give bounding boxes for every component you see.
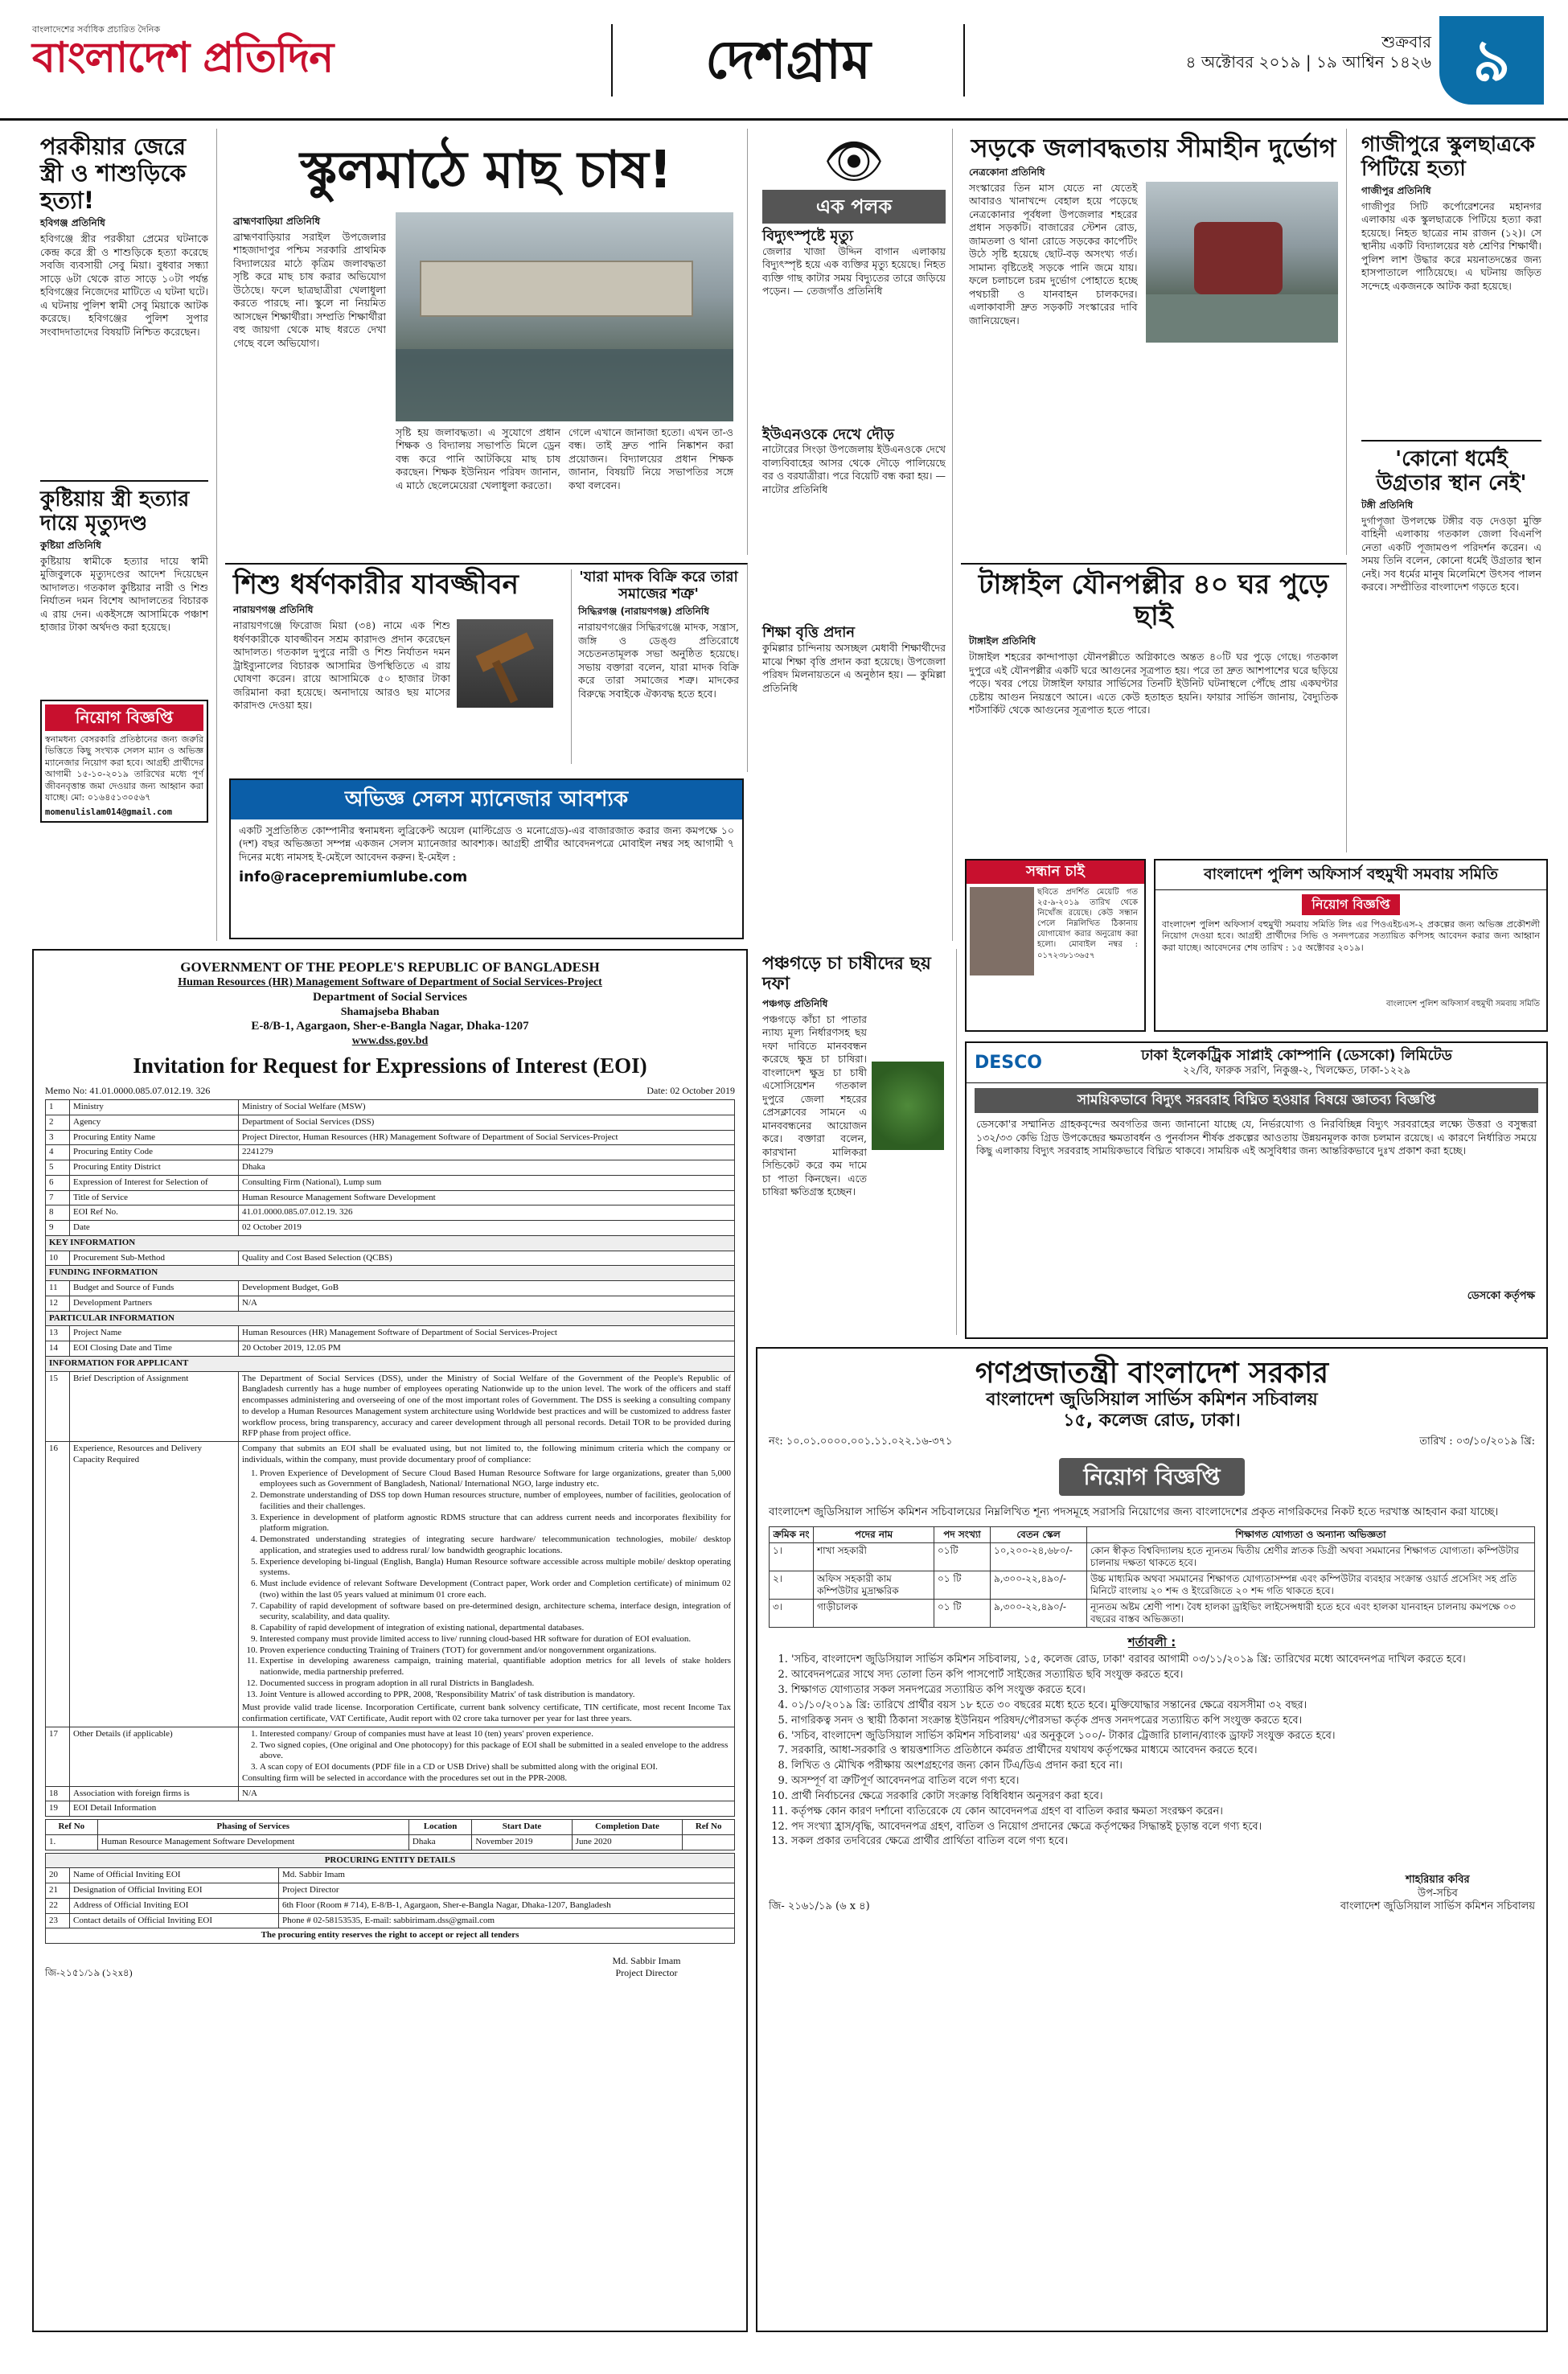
judicial-title: নিয়োগ বিজ্ঞপ্তি <box>1059 1458 1244 1496</box>
judicial-row-cell: ০১টি <box>934 1543 991 1571</box>
headline-gazipur[interactable]: গাজীপুরে স্কুলছাত্রকে পিটিয়ে হত্যা <box>1361 133 1535 181</box>
body-drugs: নারায়ণগঞ্জের সিদ্ধিরগঞ্জে মাদক, সন্ত্রাস, জঙ্গি ও ডেঙ্গু প্রতিরোধে সচেতনতামূলক সভা অনুষ্ঠিত হয়েছে। সভায় বক্তারা বলেন, যারা মাদক বিক্রি করে তারা সমাজের শত্রু। মাদকের বিরুদ্ধে সবাইকে ঐক্যবদ্ধ হতে হবে। <box>577 621 739 700</box>
eoi-dept: Department of Social Services <box>312 990 468 1004</box>
headline-fire[interactable]: টাঙ্গাইল যৌনপল্লীর ৪০ ঘর পুড়ে ছাই <box>978 569 1329 633</box>
eoi-row <box>46 1190 735 1205</box>
judicial-row-cell: ১। <box>770 1543 814 1571</box>
eoi-proc-row <box>46 1868 735 1883</box>
judicial-row-cell: শাখা সহকারী <box>814 1543 934 1571</box>
eoi-address: E-8/B-1, Agargaon, Sher-e-Bangla Nagar, Dhaka-1207 <box>251 1020 529 1033</box>
byline-fire: টাঙ্গাইল প্রতিনিধি <box>969 635 1036 647</box>
headline-tea[interactable]: পঞ্চগড়ে চা চাষীদের ছয় দফা <box>762 954 931 995</box>
ad-sales-manager[interactable] <box>229 778 744 939</box>
eoi-other-item: 3. A scan copy of EOI documents (PDF file in a CD or USB Drive) shall be submitted along with the original EOI. <box>260 1762 731 1773</box>
judicial-row-cell: ন্যূনতম অষ্টম শ্রেণী পাশ। বৈধ হালকা ড্রাইভিং লাইসেন্সধারী হতে হবে এবং হালকা যানবাহন চালনায় কমপক্ষে ০৩ বছরের বাস্তব অভিজ্ঞতা। <box>1087 1600 1535 1628</box>
eoi-proc-row-cell: 21 <box>46 1883 70 1899</box>
body-kushtia: কুষ্টিয়ায় স্বামীকে হত্যার দায়ে স্বামী মুজিবুলকে মৃত্যুদণ্ডের আদেশ দিয়েছেন আদালত। গতকাল কুষ্টিয়ার নারী ও শিশু নির্যাতন দমন বিশেষ আদালতের বিচারক এ রায় দেন। একইসঙ্গে আসামিকে পঞ্চাশ হাজার টাকা অর্থদণ্ড করা হয়েছে। <box>40 554 208 634</box>
eoi-row-cell: Agency <box>70 1115 239 1130</box>
eoi-other-label: Other Details (if applicable) <box>70 1727 239 1786</box>
desco-body: ডেসকো'র সম্মানিত গ্রাহকবৃন্দের অবগতির জন্য জানানো যাচ্ছে যে, নির্ভরযোগ্য ও নিরবিচ্ছিন্ন বিদ্যুৎ সরবরাহের লক্ষ্যে উত্তরা ও বসুন্ধরা ১৩২/৩৩ কেভি গ্রিড উপকেন্দ্রের ক্ষমতাবর্ধন ও পুনর্বাসন শীর্ষক প্রকল্পের আওতায় উন্নয়নমূলক কাজ চলমান রয়েছে। এ কারণে নির্ধারিত সময়ে কিছু এলাকায় বিদ্যুৎ সরবরাহ সাময়িকভাবে বিঘ্নিত থাকবে। সাময়িক এই অসুবিধার জন্য আন্তরিকভাবে দুঃখ প্রকাশ করা হচ্ছে। <box>976 1118 1537 1157</box>
ad-recruitment-small[interactable] <box>40 700 208 823</box>
judicial-row-cell: ০১ টি <box>934 1600 991 1628</box>
eoi-web[interactable]: www.dss.gov.bd <box>351 1034 429 1047</box>
eoi-row-cell: EOI Closing Date and Time <box>70 1341 239 1357</box>
brief-2-headline[interactable]: ইউএনওকে দেখে দৌড় <box>762 425 894 443</box>
eoi-title: Invitation for Request for Expressions of Interest (EOI) <box>133 1054 647 1078</box>
ad-sales-body: একটি সুপ্রতিষ্ঠিত কোম্পানীর স্বনামধন্য লুব্রিকেন্ট অয়েল (মাল্টিগ্রেড ও মনোগ্রেড)-এর বাজারজাত করার জন্য কমপক্ষে ১০ (দশ) বছর অভিজ্ঞতা সম্পন্ন একজন সেলস ম্যানেজার আবশ্যক। আগ্রহী প্রার্থীর আবেদনপত্রে মোবাইল নম্বর সহ আগামী ৭ দিনের মধ্যে নামসহ ই-মেইলে আবেদন করুন। ই-মেইল : <box>239 824 734 863</box>
eoi-sec-part: PARTICULAR INFORMATION <box>46 1311 735 1326</box>
ad-sales-email[interactable]: info@racepremiumlube.com <box>239 869 468 885</box>
judicial-ad-code: জি- ২১৬১/১৯ (৬ x ৪) <box>769 1900 870 1912</box>
eoi-proc-row-cell: Contact details of Official Inviting EOI <box>70 1913 279 1928</box>
tea-leaf-image <box>872 1062 944 1150</box>
eoi-phase-header: Completion Date <box>572 1820 683 1835</box>
eoi-sec-proc: PROCURING ENTITY DETAILS <box>46 1853 735 1868</box>
judicial-office: বাংলাদেশ জুডিসিয়াল সার্ভিস কমিশন সচিবালয় <box>986 1390 1318 1411</box>
desco-company: ঢাকা ইলেকট্রিক সাপ্লাই কোম্পানি (ডেসকো) লিমিটেড <box>1141 1047 1452 1064</box>
judicial-term: 9. অসম্পূর্ণ বা ত্রুটিপূর্ণ আবেদনপত্র বাতিল বলে গণ্য হবে। <box>791 1774 1535 1789</box>
desco-address: ২২/বি, ফারুক সরণি, নিকুঞ্জ-২, খিলক্ষেত, ঢাকা-১২২৯ <box>1182 1064 1411 1077</box>
body-tea: পঞ্চগড়ে কাঁচা চা পাতার ন্যায্য মূল্য নির্ধারণসহ ছয় দফা দাবিতে মানববন্ধন করেছে ক্ষুদ্র চা চাষিরা। বাংলাদেশ ক্ষুদ্র চা চাষী এসোসিয়েশন গতকাল দুপুরে জেলা শহরের প্রেসক্লাবের সামনে এ মানববন্ধনের আয়োজন করে। বক্তারা বলেন, কারখানা মালিকরা সিন্ডিকেট করে কম দামে চা পাতা কিনছেন। এতে চাষিরা ক্ষতিগ্রস্ত হচ্ছেন। <box>762 1012 867 1198</box>
eoi-row-cell: Procuring Entity District <box>70 1160 239 1176</box>
eoi-memo: Memo No: 41.01.0000.085.07.012.19. 326 <box>45 1085 211 1096</box>
eoi-proc-row-cell: Name of Official Inviting EOI <box>70 1868 279 1883</box>
paper-logo[interactable] <box>32 24 378 97</box>
eoi-exp-intro: Company that submits an EOI shall be evaluated using, but not limited to, the following minimum criteria which the company or individuals, within the company, must provide documentary proof of compliance: <box>242 1444 731 1464</box>
body-religion: দুর্গাপূজা উপলক্ষে টঙ্গীর বড় দেওড়া মুক্তি বাহিনী এলাকায় গতকাল জেলা বিএনপি নেতা একটি পূজামণ্ডপ পরিদর্শন করেন। এ সময় তিনি বলেন, কোনো ধর্মেই উগ্রতার স্থান নেই। সব ধর্মের মানুষ মিলেমিশে উৎসব পালন করবে। সম্প্রীতির বাংলাদেশ গড়তে হবে। <box>1361 514 1541 594</box>
masthead <box>0 0 1568 121</box>
brief-3-headline[interactable]: শিক্ষা বৃত্তি প্রদান <box>762 624 856 642</box>
eoi-sign-name: Md. Sabbir Imam <box>612 1955 681 1966</box>
missing-title: সন্ধান চাই <box>967 860 1144 884</box>
judicial-term: 11. কর্তৃপক্ষ কোন কারণ দর্শানো ব্যতিরেকে যে কোন আবেদনপত্র গ্রহণ বা বাতিল করার ক্ষমতা সংরক্ষণ করেন। <box>791 1805 1535 1820</box>
eoi-row-cell: 1 <box>46 1100 70 1115</box>
eoi-proc-row-cell: Md. Sabbir Imam <box>279 1868 735 1883</box>
eoi-exp-item: 10. Proven experience conducting Training of Trainers (TOT) for government and/or nongovernment organizations. <box>260 1645 731 1657</box>
eoi-proc-row-cell: Project Director <box>279 1883 735 1899</box>
eoi-row-cell: Consulting Firm (National), Lump sum <box>239 1175 735 1190</box>
judicial-term: 7. সরকারি, আধা-সরকারি ও স্বায়ত্তশাসিত প্রতিষ্ঠানে কর্মরত প্রার্থীদের যথাযথ কর্তৃপক্ষের মাধ্যমে আবেদন করতে হবে। <box>791 1744 1535 1759</box>
judicial-row-cell: ১০,২০০-২৪,৬৮০/- <box>991 1543 1087 1571</box>
byline-gazipur: গাজীপুর প্রতিনিধি <box>1361 184 1431 196</box>
ad-recruitment-title: নিয়োগ বিজ্ঞপ্তি <box>45 704 203 731</box>
judicial-gov: গণপ্রজাতন্ত্রী বাংলাদেশ সরকার <box>975 1357 1329 1390</box>
eoi-other-item: 1. Interested company/ Group of companies must have at least 10 (ten) years' proven experience. <box>260 1729 731 1740</box>
headline-religion[interactable]: 'কোনো ধর্মেই উগ্রতার স্থান নেই' <box>1376 446 1527 495</box>
judicial-term: 2. আবেদনপত্রের সাথে সদ্য তোলা তিন কপি পাসপোর্ট সাইজের সত্যায়িত ছবি সংযুক্ত করতে হবে। <box>791 1668 1535 1683</box>
eoi-row-cell: Procuring Entity Code <box>70 1145 239 1160</box>
ad-judicial[interactable] <box>756 1347 1548 2332</box>
missing-person-photo <box>970 887 1034 975</box>
eoi-row-cell: Human Resources (HR) Management Software of Department of Social Services-Project <box>239 1326 735 1341</box>
column-right <box>1355 129 1548 852</box>
eoi-proc-row-cell: Designation of Official Inviting EOI <box>70 1883 279 1899</box>
ad-police-body: বাংলাদেশ পুলিশ অফিসার্স বহুমুখী সমবায় সমিতি লিঃ এর পিওএইচএস-২ প্রকল্পের জন্য অভিজ্ঞ প্রকৌশলী নিয়োগ দেওয়া হবে। আগ্রহী প্রার্থীদের সিভি ও সনদপত্রের সত্যায়িত কপিসহ আবেদন করার জন্য আহ্বান করা যাচ্ছে। আবেদনের শেষ তারিখ : ১৫ অক্টোবর ২০১৯। <box>1162 918 1540 953</box>
judicial-row <box>770 1600 1535 1628</box>
judicial-row-cell: ৯,৩০০-২২,৪৯০/- <box>991 1600 1087 1628</box>
eoi-row-cell: 41.01.0000.085.07.012.19. 326 <box>239 1205 735 1221</box>
byline-drugs: সিদ্ধিরগঞ্জ (নারায়ণগঞ্জ) প্রতিনিধি <box>577 606 709 618</box>
date-block <box>1158 32 1431 72</box>
eoi-brief: The Department of Social Services (DSS), under the Ministry of Social Welfare of the Government of the People's Republic of Bangladesh currently has a huge number of employees operating Nationwide up to the union level. The work of the officers and staff encompasses administering and overseeing of one of the most important roles of Government. The DSS is seeking a consulting company to develop a Human Resources Management system architecture using Worldwide best practices and will be customized to address faster workflow process, bring transparency, accuracy and career development through all personal records. Detail TOR to be provided during RFP phase from project office. <box>239 1371 735 1442</box>
ek-polok-column <box>756 129 953 941</box>
eoi-exp-item: 5. Experience developing bi-lingual (English, Bangla) Human Resource software accessible across multiple mobile/ desktop operating systems. <box>260 1557 731 1579</box>
section-title: দেশগ্রাম <box>611 24 965 97</box>
eoi-table: 1 Ministry Ministry of Social Welfare (MSW) 2 Agency Department of Social Services (DSS) 3 Procuring Entity Name Project Director, Human Resources (HR) Management Software of Department of Social Services-Project 4 Procuring Entity Code 2241279 5 Procuring Entity District Dhaka 6 Expression of Interest for Selection of Consulting Firm (National), Lump sum 7 Title of Service Human Resource Management Software Development 8 EOI Ref No. 41.01.0000.085.07.012.19. 326 9 Date 02 October 2019 KEY INFORMATION 10 Procurement Sub-Method Quality and Cost Based Selection (QCBS) FUNDING INFORMATION 11 Budget and Source of Funds Development Budget, GoB 12 Development Partners N/A PARTICULAR INFORMATION 13 Project Name Human Resources (HR) Management Software of Department of Social Services-Project 14 EOI Closing Date and Time 20 October 2019, 12.05 PM INFORMATION FOR APPLICANT 15 Brief Description of Assignment The Department of Social Services (DSS), under the Ministry of Social Welfare of the Government of the People's Republic of Bangladesh currently has a huge number of employees operating Nationwide up to the union level. The work of the officers and staff encompasses administering and overseeing of one of the most important roles of Government. The DSS is seeking a consulting company to develop a Human Resources Management system architecture using Worldwide best practices and will be customized to address faster workflow process, bring transparency, accuracy and career development through all personal records. Detail TOR to be provided during RFP phase from project office. 16 Experience, Resources and Delivery Capacity Required Company that submits an EOI shall be evaluated using, but not limited to, the following minimum criteria which the company or individuals, within the company, must provide documentary proof of compliance: 1. Proven Experience of Development of Secure Cloud Based Human Resource Software for large organizations, greater than 5,000 employees such as Government of Bangladesh, National/ International NGO, large industry etc. 2. Demonstrate understanding of DSS top down Human resources structure, number of employees, number of facilities, geolocation of facilities and their challenges. 3. Experience in development of platform agnostic RDMS structure that can address current needs and incorporates flexibility for platform migration. 4. Demonstrated understanding strategies of integrating secure hardware/ telecommunication technologies, mobile/ desktop application, and strategies used to address rural/ low bandwidth geographic locations. 5. Experience developing bi-lingual (English, Bangla) Human Resource software accessible across multiple mobile/ desktop operating systems. 6. Must include evidence of relevant Software Development (Contract paper, Work order and Completion certificate) of minimum 02 (two) within the last 05 years valued at minimum 01 crore each. 7. Capability of rapid development of software based on pre-determined design, architecture schema, interface design, integration of security, scalability, and data quality. 8. Capability of rapid development of integration of existing national, departmental databases. 9. Interested company must provide limited access to live/ running cloud-based HR software for duration of EOI evaluation. 10. Proven experience conducting Training of Trainers (TOT) for government and/or nongovernment organizations. 11. Expertise in developing awareness campaign, training material, quantifiable adoption metrics for all levels of stake holders nationwide, media partnership preferred. 12. Documented success in program adoption in all rural Districts in Bangladesh. 13. Joint Venture is allowed according to PPR, 2008, 'Responsibility Matrix' of task distribution is mandatory. Must provide valid trade license. Incorporation Certificate, current bank solvency certificate, TIN certificate, most recent Income Tax confirmation certificate, VAT Certificate, Audit report with 02 crore taka turnover per year for last three years. 17 Other Details (if applicable) 1. Interested company/ Group of companies must have at least 10 (ten) years' proven experience. 2. Two signed copies, (One original and One photocopy) for this package of EOI shall be submitted in a sealed envelope to the address above. 3. A scan copy of EOI documents (PDF file in a CD or USB Drive) shall be submitted along with the original EOI. Consulting firm will be selected in accordance with the procedures set out in the PPR-2008. 18 Association with foreign firms is N/A 19 EOI Detail Information <box>45 1099 735 1817</box>
judicial-table <box>769 1526 1535 1628</box>
judicial-row-cell: ২। <box>770 1571 814 1600</box>
eoi-other-tail: Consulting firm will be selected in accordance with the procedures set out in the PPR-2008. <box>242 1772 568 1783</box>
headline-kushtia[interactable]: কুষ্টিয়ায় স্ত্রী হত্যার দায়ে মৃত্যুদণ্ড <box>40 487 190 536</box>
headline-road[interactable]: সড়কে জলাবদ্ধতায় সীমাহীন দুর্ভোগ <box>971 133 1336 163</box>
story-fire <box>961 563 1347 852</box>
story-row-2 <box>225 563 748 772</box>
judicial-terms-title: শর্তাবলী : <box>1127 1635 1176 1650</box>
eoi-exp-item: 13. Joint Venture is allowed according to PPR, 2008, 'Responsibility Matrix' of task distribution is mandatory. <box>260 1690 731 1701</box>
ad-police-signature: বাংলাদেশ পুলিশ অফিসার্স বহুমুখী সমবায় সমিতি <box>1386 999 1540 1008</box>
eoi-proc-row-cell: Address of Official Inviting EOI <box>70 1898 279 1913</box>
eoi-phase-cell: Human Resource Management Software Development <box>97 1834 408 1850</box>
eoi-row-cell: Quality and Cost Based Selection (QCBS) <box>239 1251 735 1266</box>
eoi-row-cell: EOI Ref No. <box>70 1205 239 1221</box>
eoi-exp-item: 11. Expertise in developing awareness campaign, training material, quantifiable adoption metrics for all levels of stake holders nationwide, media partnership preferred. <box>260 1656 731 1678</box>
eoi-other-item: 2. Two signed copies, (One original and One photocopy) for this package of EOI shall be submitted in a sealed envelope to the address above. <box>260 1740 731 1763</box>
eoi-row-cell: 7 <box>46 1190 70 1205</box>
eoi-row-cell: 6 <box>46 1175 70 1190</box>
eoi-exp-item: 12. Documented success in program adoption in all rural Districts in Bangladesh. <box>260 1678 731 1690</box>
byline-tea: পঞ্চগড় প্রতিনিধি <box>762 997 828 1009</box>
eoi-phase-cell: 1. <box>46 1834 98 1850</box>
eoi-project: Human Resources (HR) Management Software of Department of Social Services-Project <box>178 976 602 989</box>
eoi-row-cell: Title of Service <box>70 1190 239 1205</box>
eoi-phase-cell: November 2019 <box>472 1834 572 1850</box>
judicial-term: 12. পদ সংখ্যা হ্রাস/বৃদ্ধি, আবেদনপত্র গ্রহণ, বাতিল ও নিয়োগ প্রদানের ক্ষেত্রে কর্তৃপক্ষের সিদ্ধান্তই চূড়ান্ত বলে গণ্য হবে। <box>791 1820 1535 1835</box>
eoi-row-cell: 14 <box>46 1341 70 1357</box>
ek-polok-label: এক পলক <box>762 190 946 224</box>
eoi-row-cell: 9 <box>46 1221 70 1236</box>
eoi-row-cell: Dhaka <box>239 1160 735 1176</box>
eoi-exp-list <box>242 1468 731 1701</box>
eoi-proc-row <box>46 1883 735 1899</box>
body-affair: হবিগঞ্জে স্ত্রীর পরকীয়া প্রেমের ঘটনাকে কেন্দ্র করে স্ত্রী ও শাশুড়িকে হত্যা করেছে সবজি ব্যবসায়ী সেবু মিয়া। বুধবার সন্ধ্যা সাড়ে ৬টা থেকে রাত সাড়ে ১০টা পর্যন্ত হবিগঞ্জের নিজেদের মাটিতে এ ঘটনা ঘটে। এ ঘটনায় পুলিশ স্বামী সেবু মিয়াকে আটক করেছে। হবিগঞ্জের পুলিশ সুপার সংবাদদাতাদের বিষয়টি নিশ্চিত করেছেন। <box>40 232 208 338</box>
judicial-row-cell: ৩। <box>770 1600 814 1628</box>
main-byline: ব্রাহ্মণবাড়িয়া প্রতিনিধি <box>233 215 321 227</box>
ad-police[interactable] <box>1154 859 1548 1032</box>
eoi-phase-header: Ref No <box>683 1820 735 1835</box>
eoi-row-cell: 12 <box>46 1296 70 1311</box>
ad-police-title: বাংলাদেশ পুলিশ অফিসার্স বহুমুখী সমবায় সমিতি <box>1155 860 1546 890</box>
eoi-row-cell: Ministry <box>70 1100 239 1115</box>
desco-signature: ডেসকো কর্তৃপক্ষ <box>1467 1290 1535 1303</box>
eoi-row <box>46 1281 735 1296</box>
judicial-header: শিক্ষাগত যোগ্যতা ও অন্যান্য অভিজ্ঞতা <box>1087 1527 1535 1543</box>
eoi-proc-row-cell: 20 <box>46 1868 70 1883</box>
eoi-row-cell: 4 <box>46 1145 70 1160</box>
judicial-row <box>770 1543 1535 1571</box>
eoi-row-cell: Development Partners <box>70 1296 239 1311</box>
eoi-phase-header: Location <box>408 1820 471 1835</box>
judicial-header: ক্রমিক নং <box>770 1527 814 1543</box>
brief-1-body: জেলার খাজা উদ্দিন বাগান এলাকায় বিদ্যুৎস্পৃষ্ট হয়ে এক ব্যক্তির মৃত্যু হয়েছে। নিহত ব্যক্তি গাছ কাটার সময় বিদ্যুতের তারে জড়িয়ে পড়েন। — তেজগাঁও প্রতিনিধি <box>762 244 946 298</box>
eoi-ad-code: জি-২১৫১/১৯ (১২x৪) <box>45 1967 133 1978</box>
eoi-proc-row <box>46 1913 735 1928</box>
eoi-phase-table <box>45 1819 735 1850</box>
headline-drugs[interactable]: 'যারা মাদক বিক্রি করে তারা সমাজের শত্রু' <box>579 569 738 602</box>
flooded-road-photo <box>1146 182 1338 343</box>
body-gazipur: গাজীপুর সিটি কর্পোরেশনের মহানগর এলাকায় এক স্কুলছাত্রকে পিটিয়ে হত্যা করা হয়েছে। নিহত ছাত্রের নাম রাজন (১২)। সে স্থানীয় একটি বিদ্যালয়ের ষষ্ঠ শ্রেণির শিক্ষার্থী। পুলিশ লাশ উদ্ধার করে ময়নাতদন্তের জন্য হাসপাতালে পাঠিয়েছে। এ ঘটনায় জড়িত সন্দেহে একজনকে আটক করা হয়েছে। <box>1361 199 1541 292</box>
missing-person-box[interactable] <box>965 859 1146 1032</box>
eoi-proc-row-cell: 6th Floor (Room # 714), E-8/B-1, Agargaon, Sher-e-Bangla Nagar, Dhaka-1207, Bangladesh <box>279 1898 735 1913</box>
eoi-phase-cell <box>683 1834 735 1850</box>
judicial-term: 4. ০১/১০/২০১৯ খ্রি: তারিখে প্রার্থীর বয়স ১৮ হতে ৩০ বছরের মধ্যে হতে হবে। মুক্তিযোদ্ধার সন্তানের ক্ষেত্রে বয়সসীমা ৩২ বছর। <box>791 1698 1535 1714</box>
eoi-row-cell: 3 <box>46 1130 70 1145</box>
eoi-row-cell: 10 <box>46 1251 70 1266</box>
judicial-sign-name: শাহরিয়ার কবির <box>1406 1874 1470 1887</box>
brief-3-body: কুমিল্লার চান্দিনায় অসচ্ছল মেধাবী শিক্ষার্থীদের মাঝে শিক্ষা বৃত্তি প্রদান করা হয়েছে। উপজেলা পরিষদ মিলনায়তনে এ অনুষ্ঠান হয়। — কুমিল্লা প্রতিনিধি <box>762 642 946 694</box>
judicial-row-cell: ৯,৩০০-২২,৪৯০/- <box>991 1571 1087 1600</box>
eoi-exp-item: 9. Interested company must provide limited access to live/ running cloud-based HR software for duration of EOI evaluation. <box>260 1634 731 1645</box>
eoi-row-cell: Budget and Source of Funds <box>70 1281 239 1296</box>
eoi-row-cell: Department of Social Services (DSS) <box>239 1115 735 1130</box>
eoi-row <box>46 1205 735 1221</box>
eoi-row-cell: 2 <box>46 1115 70 1130</box>
eoi-row-cell: Expression of Interest for Selection of <box>70 1175 239 1190</box>
judicial-address: ১৫, কলেজ রোড, ঢাকা। <box>1063 1410 1241 1431</box>
judicial-term: 13. সকল প্রকার তদবিরের ক্ষেত্রে প্রার্থীর প্রার্থিতা বাতিল বলে গণ্য হবে। <box>791 1834 1535 1850</box>
judicial-header: পদের নাম <box>814 1527 934 1543</box>
ad-police-subtitle: নিয়োগ বিজ্ঞপ্তি <box>1302 894 1399 915</box>
eoi-row <box>46 1221 735 1236</box>
eoi-row-cell: 8 <box>46 1205 70 1221</box>
eoi-sec-app: INFORMATION FOR APPLICANT <box>46 1356 735 1371</box>
main-body-1: ব্রাহ্মণবাড়িয়ার সরাইল উপজেলার শাহজাদাপুর পশ্চিম সরকারি প্রাথমিক বিদ্যালয়ের মাঠে কৃত্রিম জলাবদ্ধতা সৃষ্টি করে মাছ চাষ করার অভিযোগ উঠেছে। ফলে ছাত্রছাত্রীরা খেলাধুলা করতে পারছে না। স্কুলে না নিয়মিত আসছেন শিক্ষার্থীরা। সম্প্রতি শিক্ষার্থীরা বহু জায়গা থেকে মাছ ধরতে দেখা গেছে বলে অভিযোগ। <box>233 230 386 349</box>
judicial-term: 5. নাগরিকত্ব সনদ ও স্থায়ী ঠিকানা সংক্রান্ত ইউনিয়ন পরিষদ/পৌরসভা কর্তৃক প্রদত্ত সনদপত্রের সত্যায়িত কপি সংযুক্ত করতে হবে। <box>791 1714 1535 1729</box>
judicial-row-cell: কোন স্বীকৃত বিশ্ববিদ্যালয় হতে ন্যূনতম দ্বিতীয় শ্রেণীর স্নাতক ডিগ্রী অথবা সমমানের শিক্ষাগত যোগ্যতা। কম্পিউটার চালনায় দক্ষতা থাকতে হবে। <box>1087 1543 1535 1571</box>
eoi-proc-table <box>45 1853 735 1945</box>
eoi-brief-label: Brief Description of Assignment <box>70 1371 239 1442</box>
eoi-proc-row-cell: 22 <box>46 1898 70 1913</box>
judicial-terms-list <box>769 1653 1535 1850</box>
headline-rapist[interactable]: শিশু ধর্ষণকারীর যাবজ্জীবন <box>233 569 519 601</box>
eoi-other-list <box>242 1729 731 1773</box>
eoi-row <box>46 1145 735 1160</box>
eoi-row <box>46 1341 735 1357</box>
judicial-sign-office: বাংলাদেশ জুডিসিয়াল সার্ভিস কমিশন সচিবালয় <box>1340 1900 1535 1912</box>
judicial-row <box>770 1571 1535 1600</box>
judicial-term: 6. 'সচিব, বাংলাদেশ জুডিসিয়াল সার্ভিস কমিশন সচিবালয়' এর অনুকূলে ১০০/- টাকার ট্রেজারি চালান/ব্যাংক ড্রাফট সংযুক্ত করতে হবে। <box>791 1729 1535 1744</box>
eoi-row <box>46 1115 735 1130</box>
ad-recruitment-email[interactable]: momenulislam014@gmail.com <box>45 807 173 817</box>
day-label: শুক্রবার <box>1381 32 1431 51</box>
eoi-row <box>46 1100 735 1115</box>
eoi-row-cell: Ministry of Social Welfare (MSW) <box>239 1100 735 1115</box>
judicial-row-cell: উচ্চ মাধ্যমিক অথবা সমমানের শিক্ষাগত যোগ্যতাসম্পন্ন এবং কম্পিউটার ব্যবহার সংক্রান্ত ওয়ার্ড প্রসেসিং সহ প্রতি মিনিটে বাংলায় ২০ শব্দ ও ইংরেজিতে ২০ শব্দ গতি থাকতে হবে। <box>1087 1571 1535 1600</box>
gavel-image <box>457 619 553 708</box>
judicial-date: তারিখ : ০৩/১০/২০১৯ খ্রি: <box>1419 1435 1535 1448</box>
eoi-row-cell: 02 October 2019 <box>239 1221 735 1236</box>
main-body-2: সৃষ্টি হয় জলাবদ্ধতা। এ সুযোগে প্রধান শিক্ষক ও বিদ্যালয় সভাপতি মিলে ড্রেন বন্ধ করে পানি আটকিয়ে মাছ চাষ করছেন। শিক্ষক ইউনিয়ন পরিষদ জানান, এ মাঠে ছেলেমেয়েরা খেলাধুলা করতো। <box>396 425 560 491</box>
eoi-proc-row <box>46 1898 735 1913</box>
desco-notice-title: সাময়িকভাবে বিদ্যুৎ সরবরাহ বিঘ্নিত হওয়ার বিষয়ে জ্ঞাতব্য বিজ্ঞপ্তি <box>975 1088 1538 1113</box>
eoi-exp-tail: Must provide valid trade license. Incorporation Certificate, current bank solvency certificate, TIN certificate, most recent Income Tax confirmation certificate, VAT Certificate, Audit report with 02 crore taka turnover per year for last three years. <box>242 1702 731 1723</box>
judicial-intro: বাংলাদেশ জুডিসিয়াল সার্ভিস কমিশন সচিবালয়ের নিম্নলিখিত শূন্য পদসমূহে সরাসরি নিয়োগের জন্য বাংলাদেশের প্রকৃত নাগরিকদের নিকট হতে দরখাস্ত আহবান করা যাচ্ছে। <box>769 1505 1499 1519</box>
eoi-proc-row-cell: 23 <box>46 1913 70 1928</box>
eoi-row-cell: 13 <box>46 1326 70 1341</box>
ad-sales-title: অভিজ্ঞ সেলস ম্যানেজার আবশ্যক <box>231 780 742 819</box>
brief-1-headline[interactable]: বিদ্যুৎস্পৃষ্টে মৃত্যু <box>762 228 854 244</box>
eoi-row <box>46 1175 735 1190</box>
eoi-exp-item: 2. Demonstrate understanding of DSS top down Human resources structure, number of employees, number of facilities, geolocation of facilities and their challenges. <box>260 1490 731 1513</box>
judicial-term: 10. প্রার্থী নির্বাচনের ক্ষেত্রে সরকারি কোটা সংক্রান্ত বিধিবিধান অনুসরণ করা হবে। <box>791 1789 1535 1805</box>
judicial-header: বেতন স্কেল <box>991 1527 1087 1543</box>
eoi-row-cell: N/A <box>239 1296 735 1311</box>
eoi-row <box>46 1130 735 1145</box>
eoi-phase-header: Phasing of Services <box>97 1820 408 1835</box>
eoi-row-cell: 11 <box>46 1281 70 1296</box>
main-story <box>225 129 748 555</box>
ad-desco[interactable] <box>965 1041 1548 1339</box>
eoi-row <box>46 1160 735 1176</box>
eoi-proc-row-cell: Phone # 02-58153535, E-mail: sabbirimam.dss@gmail.com <box>279 1913 735 1928</box>
eye-icon: 👁 <box>823 133 885 190</box>
eoi-row-cell: Project Director, Human Resources (HR) Management Software of Department of Social Services-Project <box>239 1130 735 1145</box>
eoi-sec-fund: FUNDING INFORMATION <box>46 1266 735 1281</box>
judicial-row-cell: ০১ টি <box>934 1571 991 1600</box>
judicial-term: 1. 'সচিব, বাংলাদেশ জুডিসিয়াল সার্ভিস কমিশন সচিবালয়, ১৫, কলেজ রোড, ঢাকা' বরাবর আগামী ০৩/১১/২০১৯ খ্রি: তারিখের মধ্যে আবেদনপত্র দাখিল করতে হবে। <box>791 1653 1535 1668</box>
eoi-row-cell: Development Budget, GoB <box>239 1281 735 1296</box>
eoi-footer-note: The procuring entity reserves the right to accept or reject all tenders <box>46 1928 735 1944</box>
body-road: সংস্কারের তিন মাস যেতে না যেতেই আবারও খানাখন্দে বেহাল হয়ে পড়েছে নেত্রকোনার পূর্বধলা উপজেলার শহরের প্রধান সড়কটি। বাজারের স্টেশন রোড, জামতলা ও থানা রোডে সড়কের কার্পেটিং উঠে সৃষ্টি হয়েছে ছোট-বড় অসংখ্য গর্ত। সামান্য বৃষ্টিতেই সড়কে পানি জমে যায়। ফলে চলাচলে চরম দুর্ভোগ পোহাতে হচ্ছে পথচারী ও যানবাহন চালকদের। এলাকাবাসী দ্রুত সড়কটি সংস্কারের দাবি জানিয়েছেন। <box>969 181 1138 327</box>
eoi-phase-header: Ref No <box>46 1820 98 1835</box>
eoi-building: Shamajseba Bhaban <box>340 1005 440 1018</box>
story-tea <box>756 949 957 1335</box>
judicial-sign-title: উপ-সচিব <box>1417 1887 1458 1900</box>
ad-eoi[interactable] <box>32 949 748 2332</box>
eoi-exp-item: 4. Demonstrated understanding strategies of integrating secure hardware/ telecommunication technologies, mobile/ desktop application, and strategies used to address rural/ low bandwidth geographic locations. <box>260 1534 731 1557</box>
brief-2-body: নাটোরের সিংড়া উপজেলায় ইউএনওকে দেখে বাল্যবিবাহের আসর থেকে দৌড়ে পালিয়েছে বর ও বরযাত্রীরা। পরে বিয়েটি বন্ধ করা হয়। — নাটোর প্রতিনিধি <box>762 443 946 495</box>
eoi-exp-label: Experience, Resources and Delivery Capacity Required <box>70 1442 239 1727</box>
byline-religion: টঙ্গী প্রতিনিধি <box>1361 499 1414 511</box>
body-fire: টাঙ্গাইল শহরের কান্দাপাড়া যৌনপল্লীতে অগ্নিকাণ্ডে অন্তত ৪০টি ঘর পুড়ে গেছে। গতকাল দুপুরে এই যৌনপল্লীর একটি ঘরে আগুনের সূত্রপাত হয়। পরে তা দ্রুত আশপাশের ঘরে ছড়িয়ে পড়ে। খবর পেয়ে টাঙ্গাইল ফায়ার সার্ভিসের তিনটি ইউনিট ঘটনাস্থলে পৌঁছে প্রায় একঘণ্টার চেষ্টায় আগুন নিয়ন্ত্রণে আনে। এতে কেউ হতাহত হয়নি। ফায়ার সার্ভিস জানায়, বৈদ্যুতিক শর্টসার্কিট থেকে আগুনের সূত্রপাত হতে পারে। <box>969 651 1338 717</box>
missing-body: ছবিতে প্রদর্শিত মেয়েটি গত ২৫-৯-২০১৯ তারিখ থেকে নিখোঁজ রয়েছে। কেউ সন্ধান পেলে নিম্নলিখিত ঠিকানায় যোগাযোগ করার অনুরোধ করা হলো। মোবাইল নম্বর : ০১৭২৩৮১৩৬৫৭ <box>1037 887 1138 960</box>
eoi-sign-title: Project Director <box>615 1967 678 1978</box>
eoi-row-cell: 2241279 <box>239 1145 735 1160</box>
eoi-exp-item: 3. Experience in development of platform agnostic RDMS structure that can address current needs and incorporates flexibility for platform migration. <box>260 1513 731 1535</box>
judicial-memo: নং: ১০.০১.০০০০.০০১.১১.০২২.১৬-৩৭১ <box>769 1435 953 1448</box>
judicial-header: পদ সংখ্যা <box>934 1527 991 1543</box>
logo-tagline: বাংলাদেশের সর্বাধিক প্রচারিত দৈনিক <box>32 24 161 35</box>
byline-affair: হবিগঞ্জ প্রতিনিধি <box>40 217 105 229</box>
judicial-term: 3. শিক্ষাগত যোগ্যতার সকল সনদপত্রের সত্যায়িত কপি সংযুক্ত করতে হবে। <box>791 1683 1535 1698</box>
main-body-3: গেলে এখানে জানাজা হতো। এখন তা-ও বন্ধ। তাই দ্রুত পানি নিষ্কাশন করা প্রয়োজন। বিদ্যালয়ের প্রধান শিক্ষক জানান, বিষয়টি নিয়ে সভাপতির সঙ্গে কথা বলবেন। <box>569 425 733 491</box>
byline-kushtia: কুষ্টিয়া প্রতিনিধি <box>40 539 101 551</box>
eoi-row-cell: Date <box>70 1221 239 1236</box>
eoi-row <box>46 1326 735 1341</box>
school-field-photo <box>396 212 733 421</box>
eoi-row-cell: 20 October 2019, 12.05 PM <box>239 1341 735 1357</box>
desco-logo: DESCO <box>975 1052 1042 1073</box>
eoi-row <box>46 1251 735 1266</box>
date-label: ৪ অক্টোবর ২০১৯ | ১৯ আশ্বিন ১৪২৬ <box>1185 52 1431 72</box>
eoi-phase-cell: June 2020 <box>572 1834 683 1850</box>
byline-rapist: নারায়ণগঞ্জ প্রতিনিধি <box>233 604 314 616</box>
eoi-gov: GOVERNMENT OF THE PEOPLE'S REPUBLIC OF BANGLADESH <box>180 959 600 975</box>
body-rapist: নারায়ণগঞ্জে ফিরোজ মিয়া (৩৪) নামে এক শিশু ধর্ষণকারীকে যাবজ্জীবন সশ্রম কারাদণ্ড প্রদান করেছেন আদালত। গতকাল দুপুরে নারী ও শিশু নির্যাতন দমন ট্রাইব্যুনালের বিচারক আসামির উপস্থিতিতে এ রায় ঘোষণা করেন। রায়ে আসামিকে ৫০ হাজার টাকা জরিমানা করা হয়েছে। অনাদায়ে আরও ছয় মাসের কারাদণ্ড দেওয়া হয়। <box>233 619 450 712</box>
ad-recruitment-body: স্বনামধন্য বেসরকারি প্রতিষ্ঠানের জন্য জরুরি ভিত্তিতে কিছু সংখ্যক সেলস ম্যান ও অভিজ্ঞ ম্যানেজার নিয়োগ করা হবে। আগ্রহী প্রার্থীদের আগামী ১৫-১০-২০১৯ তারিখের মধ্যে পূর্ণ জীবনবৃত্তান্ত জমা দেওয়ার জন্য আহ্বান করা যাচ্ছে। মো: ০১৬৪৫১৩০৫৬৭ <box>45 733 203 803</box>
eoi-row-cell: Project Name <box>70 1326 239 1341</box>
eoi-phase-cell: Dhaka <box>408 1834 471 1850</box>
eoi-sec-key: KEY INFORMATION <box>46 1235 735 1251</box>
eoi-row-cell: Procuring Entity Name <box>70 1130 239 1145</box>
eoi-row-cell: 5 <box>46 1160 70 1176</box>
eoi-phase-header: Start Date <box>472 1820 572 1835</box>
main-headline[interactable]: স্কুলমাঠে মাছ চাষ! <box>300 141 672 200</box>
column-left <box>32 129 217 941</box>
eoi-exp-item: 8. Capability of rapid development of integration of existing national, departmental databases. <box>260 1623 731 1634</box>
eoi-row-cell: Human Resource Management Software Development <box>239 1190 735 1205</box>
eoi-row-cell: Procurement Sub-Method <box>70 1251 239 1266</box>
page-number: ৯ <box>1439 16 1544 105</box>
judicial-row-cell: অফিস সহকারী কাম কম্পিউটার মুদ্রাক্ষরিক <box>814 1571 934 1600</box>
story-road <box>961 129 1347 555</box>
headline-affair[interactable]: পরকীয়ার জেরে স্ত্রী ও শাশুড়িকে হত্যা! <box>40 133 187 214</box>
byline-road: নেত্রকোনা প্রতিনিধি <box>969 166 1045 178</box>
eoi-row <box>46 1296 735 1311</box>
judicial-term: 8. লিখিত ও মৌখিক পরীক্ষায় অংশগ্রহণের জন্য কোন টিএ/ডিএ প্রদান করা হবে না। <box>791 1759 1535 1774</box>
eoi-exp-item: 6. Must include evidence of relevant Software Development (Contract paper, Work order and Completion certificate) of minimum 02 (two) within the last 05 years valued at minimum 01 crore each. <box>260 1579 731 1601</box>
eoi-exp-item: 7. Capability of rapid development of software based on pre-determined design, architecture schema, interface design, integration of security, scalability, and data quality. <box>260 1601 731 1624</box>
judicial-row-cell: গাড়ীচালক <box>814 1600 934 1628</box>
paper-name: বাংলাদেশ প্রতিদিন <box>32 33 334 82</box>
eoi-memo-date: Date: 02 October 2019 <box>646 1085 735 1096</box>
eoi-exp-item: 1. Proven Experience of Development of Secure Cloud Based Human Resource Software for large organizations, greater than 5,000 employees such as Government of Bangladesh, National/ International NGO, large industry etc. <box>260 1468 731 1491</box>
